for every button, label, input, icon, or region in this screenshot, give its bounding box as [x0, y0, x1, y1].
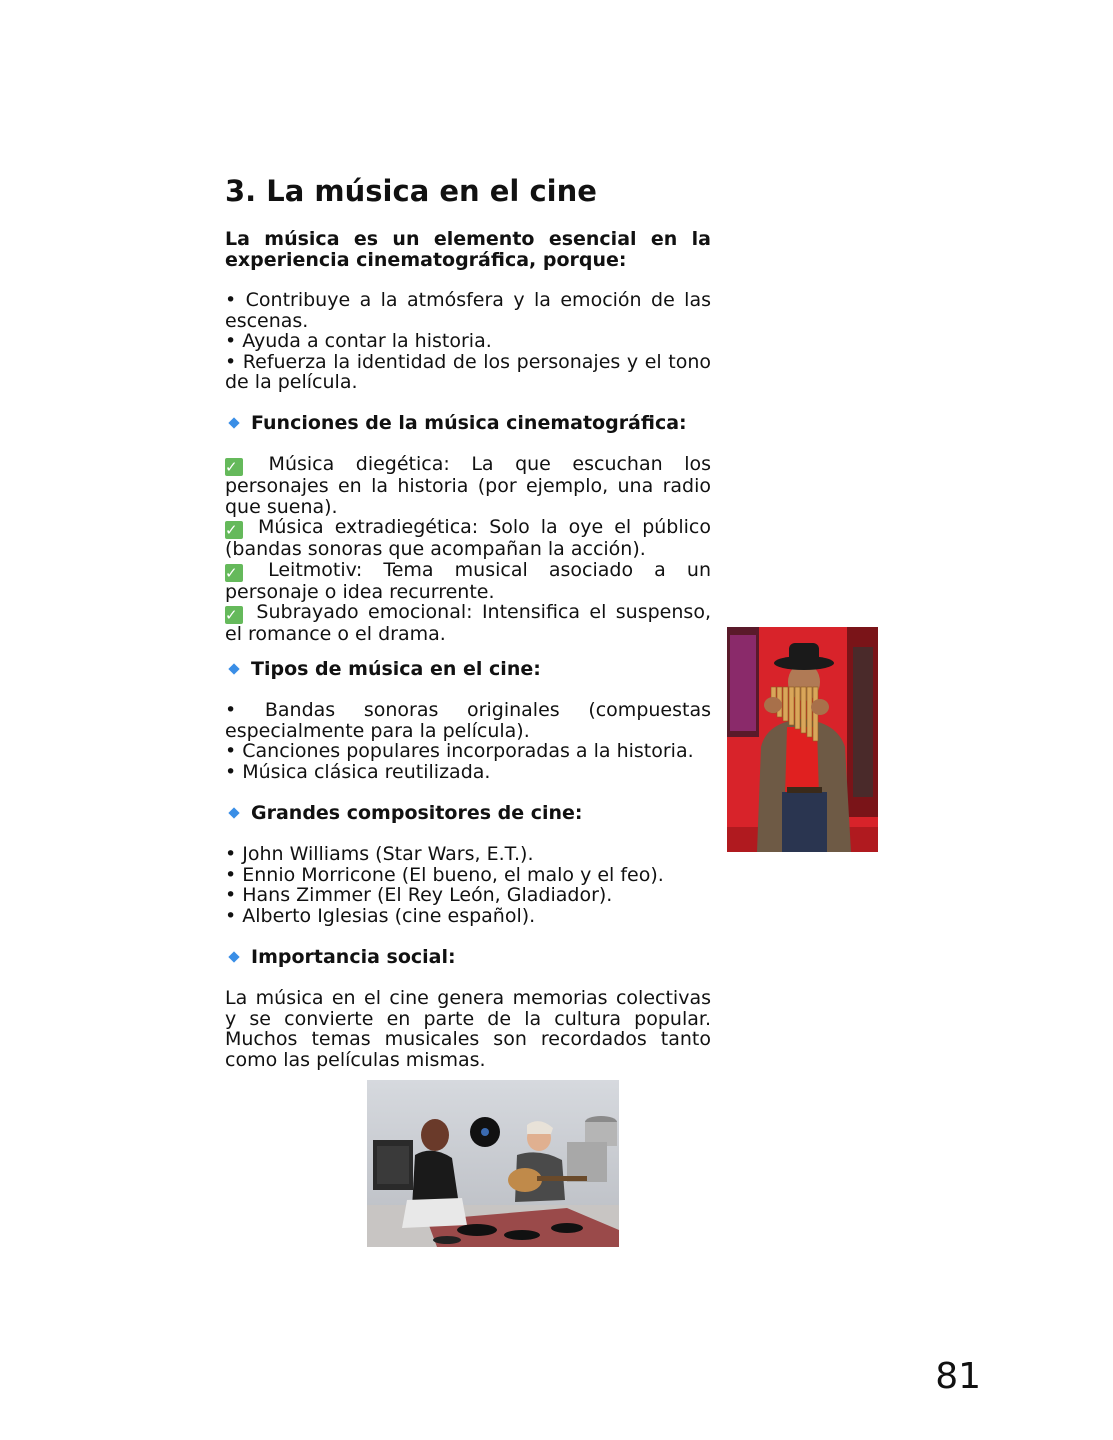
- reason-item: • Refuerza la identidad de los personajes y el tono de la película.: [225, 350, 711, 394]
- composers-list: [225, 844, 711, 926]
- type-item: • Música clásica reutilizada.: [225, 760, 491, 783]
- composer-item: • Ennio Morricone (El bueno, el malo y el feo).: [225, 863, 664, 886]
- section-title: 3. La música en el cine: [225, 174, 597, 208]
- reason-item: • Ayuda a contar la historia.: [225, 330, 492, 353]
- function-item: ✓ Subrayado emocional: Intensifica el suspenso, el romance o el drama.: [225, 601, 711, 646]
- intro-text: La música es un elemento esencial en la experiencia cinematográfica, porque:: [225, 228, 711, 271]
- check-icon: ✓: [225, 521, 243, 539]
- diamond-icon: [228, 663, 239, 674]
- diamond-icon: [228, 951, 239, 962]
- composer-item: • Hans Zimmer (El Rey León, Gladiador).: [225, 884, 613, 907]
- reasons-list: [225, 290, 711, 393]
- reason-item: • Contribuye a la atmósfera y la emoción de las escenas.: [225, 289, 711, 332]
- functions-heading: [227, 412, 687, 434]
- composer-item: • John Williams (Star Wars, E.T.).: [225, 843, 534, 865]
- types-heading-label: Tipos de música en el cine:: [251, 658, 541, 680]
- page-number: 81: [935, 1356, 981, 1397]
- function-item: ✓ Leitmotiv: Tema musical asociado a un personaje o idea recurrente.: [225, 558, 711, 603]
- social-heading: [227, 946, 456, 968]
- diamond-icon: [228, 807, 239, 818]
- types-heading: [227, 658, 541, 680]
- composers-heading-label: Grandes compositores de cine:: [251, 802, 583, 824]
- functions-list: [225, 454, 711, 645]
- diamond-icon: [228, 417, 239, 428]
- girls-with-records-photo: [367, 1080, 619, 1247]
- social-text: La música en el cine genera memorias colectivas y se convierte en parte de la cultura popular. Muchos temas musicales son recordados tanto como las películas mismas.: [225, 987, 711, 1071]
- pan-flute-musician-photo: [727, 627, 878, 852]
- social-heading-label: Importancia social:: [251, 946, 456, 968]
- type-item: • Bandas sonoras originales (compuestas especialmente para la película).: [225, 699, 711, 742]
- composers-heading: [227, 802, 583, 824]
- function-item: ✓ Música extradiegética: Solo la oye el público (bandas sonoras que acompañan la acción).: [225, 516, 711, 561]
- functions-heading-label: Funciones de la música cinematográfica:: [251, 412, 687, 434]
- types-list: [225, 700, 711, 782]
- check-icon: ✓: [225, 606, 243, 624]
- check-icon: ✓: [225, 564, 243, 582]
- type-item: • Canciones populares incorporadas a la historia.: [225, 740, 694, 763]
- composer-item: • Alberto Iglesias (cine español).: [225, 904, 536, 927]
- function-item: ✓ Música diegética: La que escuchan los personajes en la historia (por ejemplo, una radio que suena).: [225, 453, 711, 518]
- check-icon: ✓: [225, 458, 243, 476]
